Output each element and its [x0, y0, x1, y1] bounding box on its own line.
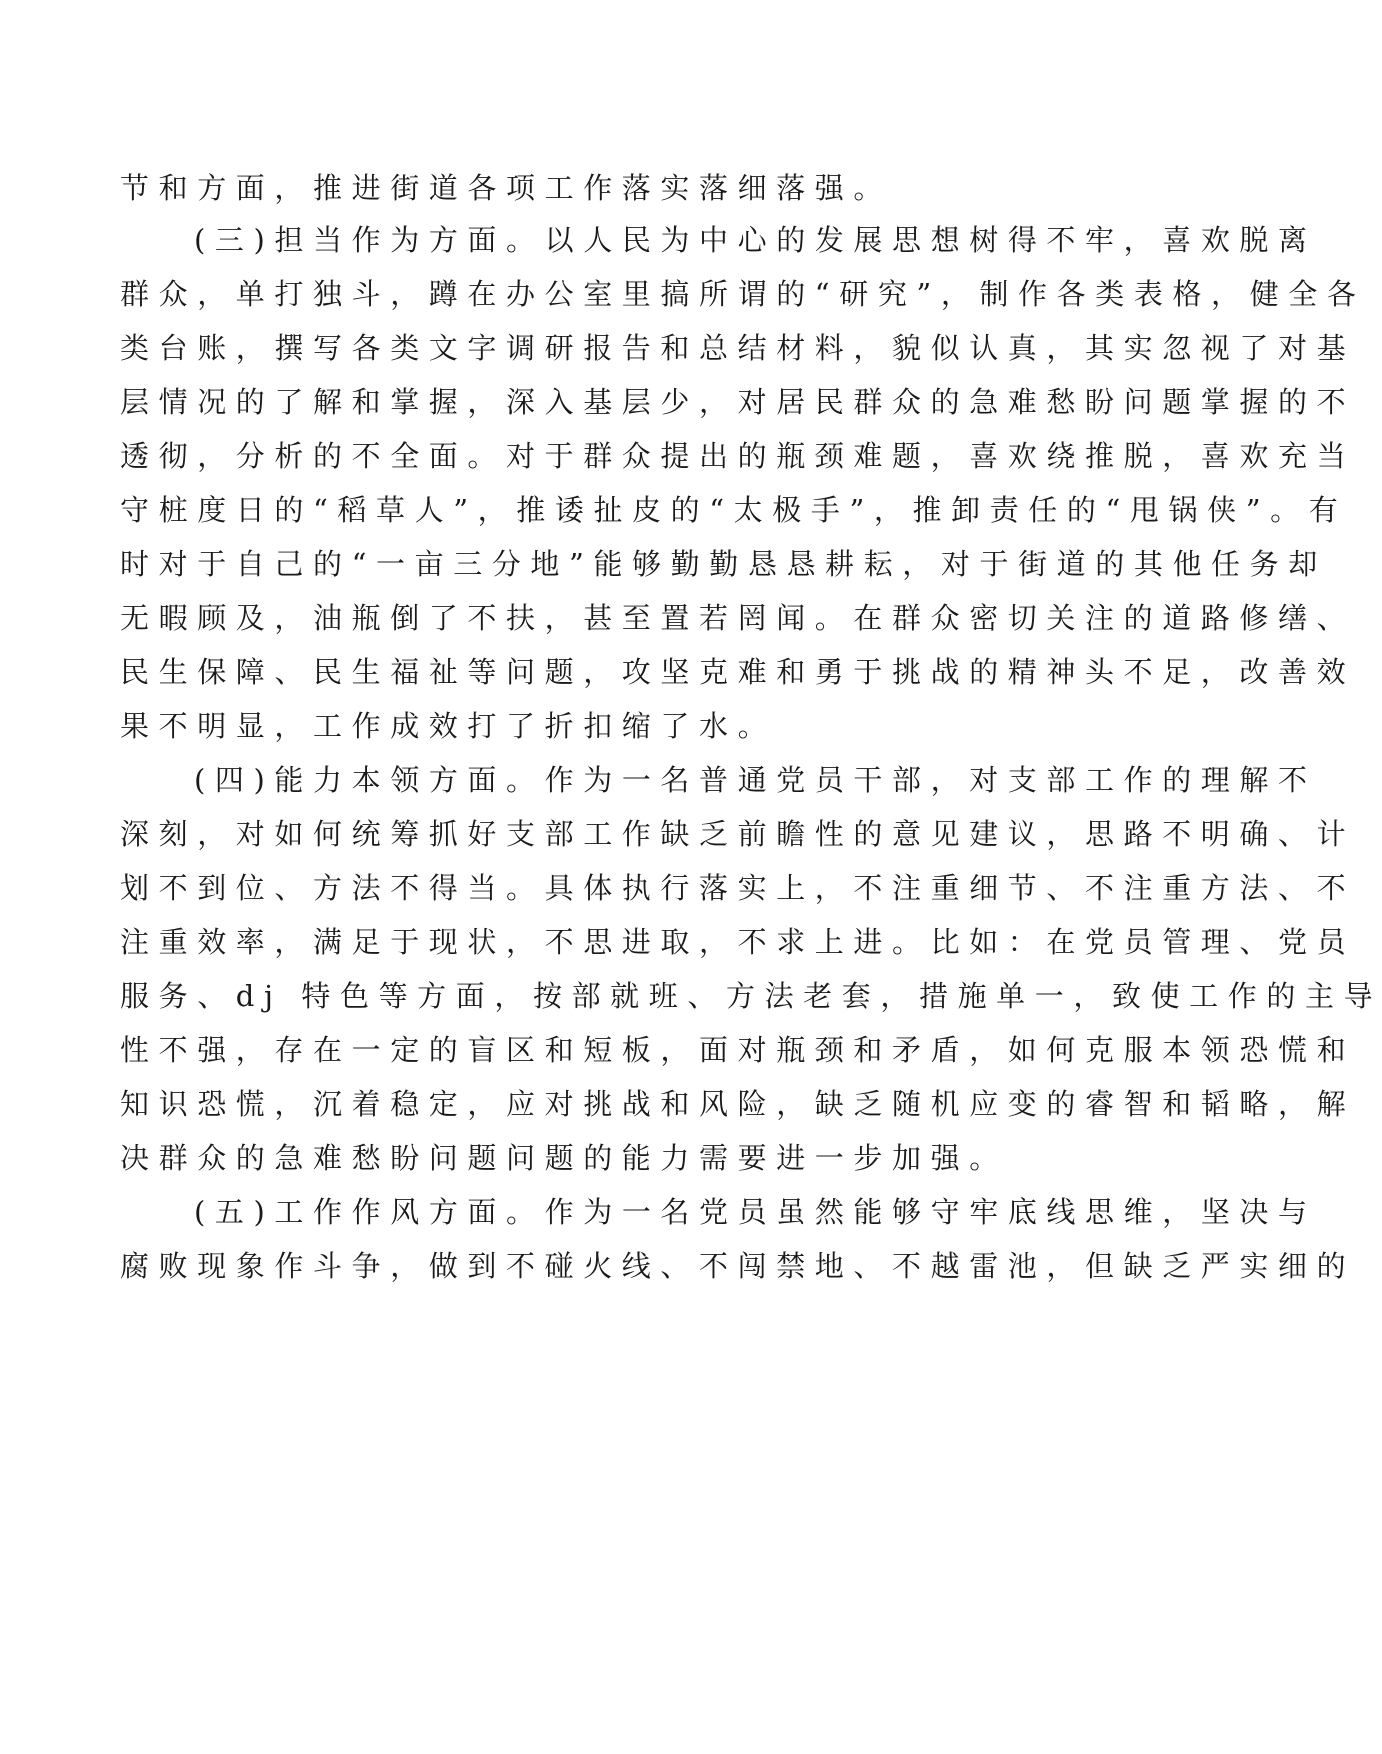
text-line: 类台账，撰写各类文字调研报告和总结材料，貌似认真，其实忽视了对基	[120, 331, 1356, 365]
text-line: 性不强，存在一定的盲区和短板，面对瓶颈和矛盾，如何克服本领恐慌和	[120, 1033, 1356, 1067]
text-line: 无暇顾及，油瓶倒了不扶，甚至置若罔闻。在群众密切关注的道路修缮、	[120, 601, 1356, 635]
section-heading-line: (五)工作作风方面。作为一名党员虽然能够守牢底线思维，坚决与	[194, 1195, 1317, 1229]
text-line: 群众，单打独斗，蹲在办公室里搞所谓的“研究”，制作各类表格，健全各	[120, 277, 1366, 311]
text-line: 服务、dj 特色等方面，按部就班、方法老套，措施单一，致使工作的主导	[120, 979, 1382, 1013]
text-line: 透彻，分析的不全面。对于群众提出的瓶颈难题，喜欢绕推脱，喜欢充当	[120, 439, 1356, 473]
text-line: 决群众的急难愁盼问题问题的能力需要进一步加强。	[120, 1141, 1008, 1175]
text-line: 划不到位、方法不得当。具体执行落实上，不注重细节、不注重方法、不	[120, 871, 1356, 905]
text-line: 时对于自己的“一亩三分地”能够勤勤恳恳耕耘，对于街道的其他任务却	[120, 547, 1327, 581]
text-line: 守桩度日的“稻草人”，推诿扯皮的“太极手”，推卸责任的“甩锅侠”。有	[120, 493, 1348, 527]
text-line: 注重效率，满足于现状，不思进取，不求上进。比如：在党员管理、党员	[120, 925, 1356, 959]
text-line: 层情况的了解和掌握，深入基层少，对居民群众的急难愁盼问题掌握的不	[120, 385, 1356, 419]
text-line: 腐败现象作斗争，做到不碰火线、不闯禁地、不越雷池，但缺乏严实细的	[120, 1249, 1356, 1283]
text-line: 知识恐慌，沉着稳定，应对挑战和风险，缺乏随机应变的睿智和韬略，解	[120, 1087, 1356, 1121]
text-line: 民生保障、民生福祉等问题，攻坚克难和勇于挑战的精神头不足，改善效	[120, 655, 1356, 689]
text-line: 深刻，对如何统筹抓好支部工作缺乏前瞻性的意见建议，思路不明确、计	[120, 817, 1356, 851]
text-line: 节和方面，推进街道各项工作落实落细落强。	[120, 171, 893, 205]
text-line: 果不明显，工作成效打了折扣缩了水。	[120, 709, 777, 743]
section-heading-line: (四)能力本领方面。作为一名普通党员干部，对支部工作的理解不	[194, 763, 1317, 797]
section-heading-line: (三)担当作为方面。以人民为中心的发展思想树得不牢，喜欢脱离	[194, 223, 1317, 257]
